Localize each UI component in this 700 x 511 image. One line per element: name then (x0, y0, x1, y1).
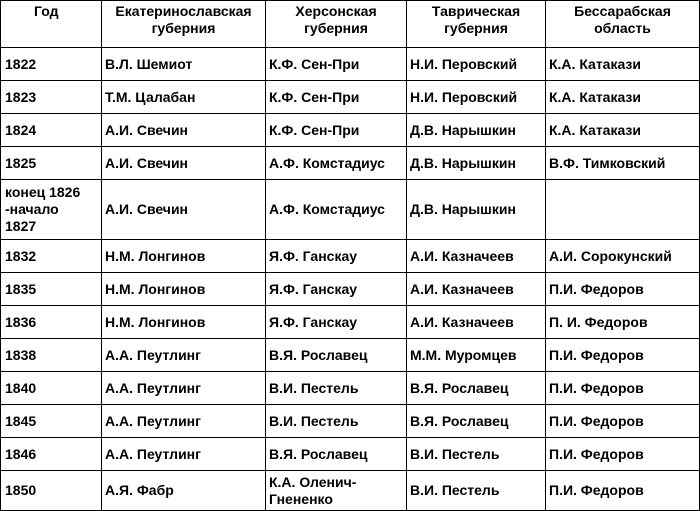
header-bessarabia-line: область (594, 20, 651, 36)
cell-kherson (266, 306, 407, 339)
header-bessarabia (546, 1, 700, 48)
cell-kherson (266, 180, 407, 240)
cell-ekaterinoslav (102, 405, 266, 438)
cell-year (1, 372, 102, 405)
cell-kherson (266, 471, 407, 511)
cell-tauride-text: М.М. Муромцев (410, 346, 517, 363)
header-row (1, 1, 700, 48)
cell-year-text: конец 1826 (5, 184, 81, 200)
header-kherson-line: губерния (304, 20, 368, 36)
cell-ekaterinoslav (102, 81, 266, 114)
table-row (1, 471, 700, 511)
cell-year-text: 1845 (5, 412, 37, 429)
cell-bessarabia-text: П.И. Федоров (549, 412, 644, 429)
header-ekaterinoslav (102, 1, 266, 48)
cell-ekaterinoslav-text: А.И. Свечин (105, 201, 189, 217)
table-row (1, 438, 700, 471)
cell-bessarabia (546, 114, 700, 147)
cell-bessarabia-text: П.И. Федоров (549, 445, 644, 462)
cell-ekaterinoslav-text: А.И. Свечин (105, 154, 189, 171)
cell-tauride (407, 147, 546, 180)
cell-year (1, 306, 102, 339)
cell-ekaterinoslav-text: Н.М. Лонгинов (105, 313, 206, 330)
cell-kherson-text: В.Я. Рославец (269, 445, 368, 462)
cell-tauride-text: А.И. Казначеев (410, 247, 514, 264)
cell-ekaterinoslav (102, 180, 266, 240)
cell-bessarabia-text: П.И. Федоров (549, 346, 644, 363)
cell-kherson-text: В.И. Пестель (269, 379, 359, 396)
cell-kherson-text: В.И. Пестель (269, 412, 359, 429)
cell-tauride-text: Д.В. Нарышкин (410, 121, 516, 138)
header-year-line: Год (34, 3, 59, 19)
cell-ekaterinoslav (102, 240, 266, 273)
cell-year-text: 1838 (5, 346, 37, 363)
cell-ekaterinoslav (102, 114, 266, 147)
cell-tauride-text: Н.И. Перовский (410, 88, 518, 105)
cell-bessarabia-text: К.А. Катакази (549, 121, 641, 138)
table-row (1, 48, 700, 81)
table-row (1, 147, 700, 180)
cell-bessarabia-text: П.И. Федоров (549, 379, 644, 396)
cell-tauride-text: Д.В. Нарышкин (410, 201, 516, 217)
cell-kherson-text: А.Ф. Комстадиус (269, 154, 385, 171)
cell-year (1, 240, 102, 273)
cell-ekaterinoslav-text: Т.М. Цалабан (105, 88, 196, 105)
header-tauride-line: Таврическая (431, 3, 521, 19)
cell-kherson (266, 273, 407, 306)
cell-year-text: -начало (5, 201, 59, 217)
cell-year-text: 1832 (5, 247, 37, 264)
cell-bessarabia (546, 339, 700, 372)
cell-bessarabia (546, 306, 700, 339)
cell-bessarabia-text: К.А. Катакази (549, 88, 641, 105)
header-kherson (266, 1, 407, 48)
table-row (1, 405, 700, 438)
cell-year (1, 273, 102, 306)
cell-tauride-text: А.И. Казначеев (410, 280, 514, 297)
header-tauride-line: губерния (444, 20, 508, 36)
cell-year-text: 1824 (5, 121, 37, 138)
cell-bessarabia (546, 471, 700, 511)
cell-kherson (266, 81, 407, 114)
cell-bessarabia (546, 438, 700, 471)
cell-kherson-text: А.Ф. Комстадиус (269, 201, 385, 217)
cell-bessarabia (546, 48, 700, 81)
cell-year-text: 1850 (5, 482, 37, 498)
cell-ekaterinoslav-text: В.Л. Шемиот (105, 55, 193, 72)
header-year (1, 1, 102, 48)
cell-year (1, 147, 102, 180)
cell-year (1, 405, 102, 438)
cell-bessarabia (546, 372, 700, 405)
cell-tauride (407, 114, 546, 147)
cell-kherson-text: К.А. Оленич- (269, 473, 357, 490)
cell-ekaterinoslav (102, 438, 266, 471)
header-tauride (407, 1, 546, 48)
cell-year (1, 81, 102, 114)
cell-kherson (266, 147, 407, 180)
cell-ekaterinoslav (102, 471, 266, 511)
cell-tauride (407, 180, 546, 240)
cell-bessarabia (546, 273, 700, 306)
cell-tauride (407, 48, 546, 81)
cell-ekaterinoslav (102, 339, 266, 372)
cell-ekaterinoslav-text: А.А. Пеутлинг (105, 412, 201, 429)
cell-year-text: 1827 (5, 218, 37, 234)
cell-kherson-text: К.Ф. Сен-При (269, 121, 360, 138)
cell-bessarabia-text: П.И. Федоров (549, 280, 644, 297)
cell-tauride (407, 273, 546, 306)
cell-ekaterinoslav (102, 48, 266, 81)
cell-tauride (407, 405, 546, 438)
cell-year (1, 438, 102, 471)
cell-tauride-text: Н.И. Перовский (410, 55, 518, 72)
cell-tauride-text: В.Я. Рославец (410, 379, 509, 396)
cell-kherson (266, 372, 407, 405)
cell-tauride (407, 81, 546, 114)
cell-kherson-text: К.Ф. Сен-При (269, 88, 360, 105)
cell-year (1, 471, 102, 511)
cell-bessarabia (546, 240, 700, 273)
cell-year-text: 1836 (5, 313, 37, 330)
cell-year-text: 1822 (5, 55, 37, 72)
cell-year-text: 1840 (5, 379, 37, 396)
cell-ekaterinoslav (102, 372, 266, 405)
table-row (1, 114, 700, 147)
cell-bessarabia (546, 147, 700, 180)
cell-kherson (266, 405, 407, 438)
table-row (1, 306, 700, 339)
cell-kherson (266, 114, 407, 147)
cell-tauride-text: В.И. Пестель (410, 445, 500, 462)
cell-kherson-text: К.Ф. Сен-При (269, 55, 360, 72)
cell-year (1, 114, 102, 147)
table-row (1, 81, 700, 114)
table-row (1, 372, 700, 405)
cell-tauride-text: В.И. Пестель (410, 482, 500, 498)
cell-year (1, 48, 102, 81)
cell-ekaterinoslav (102, 306, 266, 339)
cell-ekaterinoslav (102, 273, 266, 306)
cell-kherson-text: Я.Ф. Ганскау (269, 280, 358, 297)
cell-kherson (266, 339, 407, 372)
cell-year-text: 1825 (5, 154, 37, 171)
cell-kherson-text: Я.Ф. Ганскау (269, 313, 358, 330)
header-bessarabia-line: Бессарабская (574, 3, 671, 19)
cell-bessarabia (546, 405, 700, 438)
cell-ekaterinoslav-text: А.Я. Фабр (105, 482, 174, 498)
cell-tauride (407, 438, 546, 471)
cell-tauride (407, 339, 546, 372)
cell-ekaterinoslav-text: А.А. Пеутлинг (105, 346, 201, 363)
cell-tauride-text: Д.В. Нарышкин (410, 154, 516, 171)
cell-ekaterinoslav-text: А.И. Свечин (105, 121, 189, 138)
cell-tauride-text: А.И. Казначеев (410, 313, 514, 330)
cell-bessarabia-text: В.Ф. Тимковский (549, 154, 666, 171)
cell-kherson-text: Гнененко (269, 490, 333, 507)
cell-ekaterinoslav-text: А.А. Пеутлинг (105, 445, 201, 462)
cell-bessarabia-text: К.А. Катакази (549, 55, 641, 72)
cell-ekaterinoslav-text: Н.М. Лонгинов (105, 247, 206, 264)
cell-tauride (407, 372, 546, 405)
cell-kherson (266, 240, 407, 273)
cell-kherson-text: Я.Ф. Ганскау (269, 247, 358, 264)
cell-kherson-text: В.Я. Рославец (269, 346, 368, 363)
table-row (1, 273, 700, 306)
header-ekaterinoslav-line: Екатеринославская (115, 3, 252, 19)
header-ekaterinoslav-line: губерния (151, 20, 216, 36)
cell-tauride (407, 471, 546, 511)
cell-year (1, 339, 102, 372)
table-row (1, 180, 700, 240)
cell-tauride-text: В.Я. Рославец (410, 412, 509, 429)
cell-bessarabia-text: П. И. Федоров (549, 313, 648, 330)
cell-year-text: 1823 (5, 88, 37, 105)
header-kherson-line: Херсонская (295, 3, 377, 19)
cell-year-text: 1846 (5, 445, 37, 462)
table-row (1, 339, 700, 372)
cell-ekaterinoslav-text: Н.М. Лонгинов (105, 280, 206, 297)
cell-bessarabia (546, 81, 700, 114)
cell-ekaterinoslav-text: А.А. Пеутлинг (105, 379, 201, 396)
cell-kherson (266, 48, 407, 81)
cell-tauride (407, 306, 546, 339)
cell-year-text: 1835 (5, 280, 37, 297)
cell-tauride (407, 240, 546, 273)
table-row (1, 240, 700, 273)
cell-ekaterinoslav (102, 147, 266, 180)
table-body (1, 48, 700, 511)
cell-bessarabia-text: А.И. Сорокунский (549, 247, 672, 264)
cell-bessarabia-text: П.И. Федоров (549, 482, 644, 498)
cell-bessarabia (546, 180, 700, 240)
cell-kherson (266, 438, 407, 471)
cell-year (1, 180, 102, 240)
